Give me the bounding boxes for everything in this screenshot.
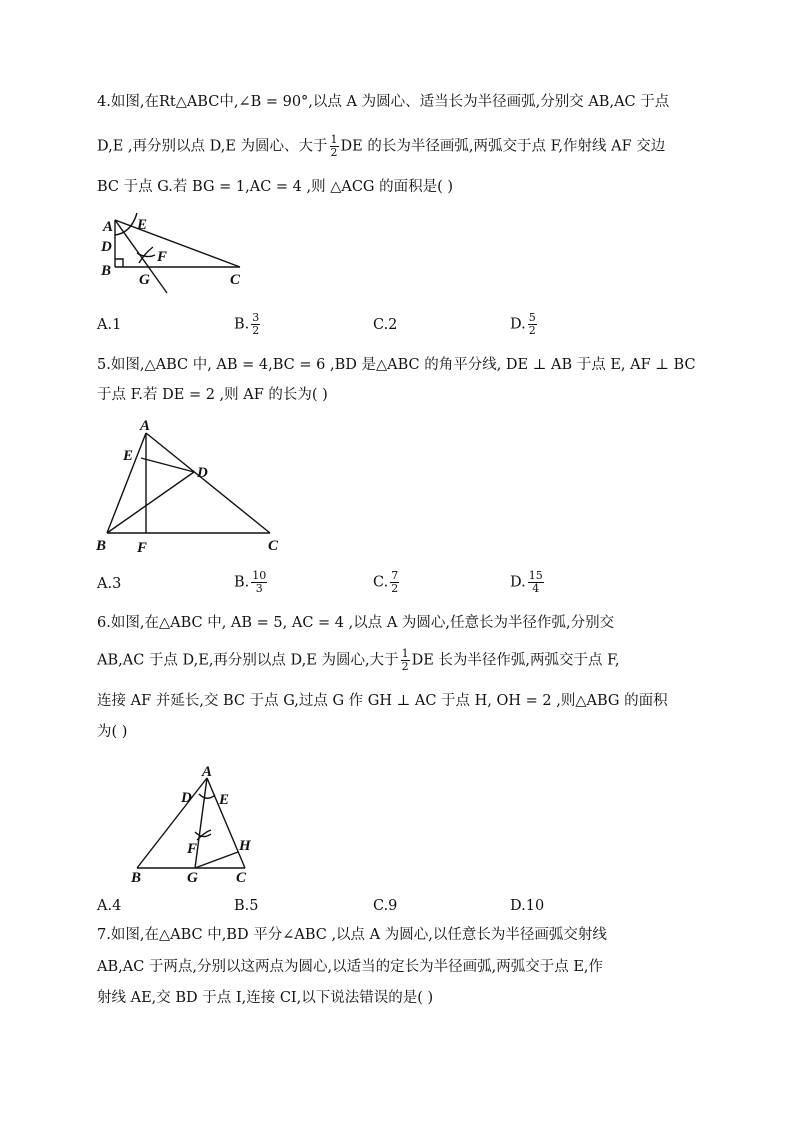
q4-label-g: G: [139, 272, 150, 288]
q5-label-e: E: [123, 448, 134, 464]
q5-label-c: C: [268, 538, 279, 554]
q5-figure: [90, 415, 300, 560]
q4-option-a: A.1: [97, 317, 122, 333]
q6-line-2-end: DE 长为半径作弧,两弧交于点 F,: [411, 652, 620, 669]
q4-figure: [95, 205, 255, 295]
q6-label-g: G: [187, 870, 198, 885]
q6-option-c: C.9: [373, 898, 398, 914]
q4-option-d-prefix: D.: [510, 316, 526, 333]
q4-label-f: F: [157, 249, 168, 265]
q5-line-2: 于点 F.若 DE = 2 ,则 AF 的长为( ): [97, 387, 328, 403]
q6-fraction-num: 1: [401, 647, 409, 660]
q4-option-d-num: 5: [528, 311, 536, 324]
q4-segment-ac: [115, 220, 240, 267]
q5-segment-ac: [146, 433, 270, 533]
q4-label-c: C: [230, 272, 241, 288]
q4-option-b-prefix: B.: [234, 316, 250, 333]
q6-line-4: 为( ): [97, 724, 128, 740]
q4-option-b-den: 2: [252, 324, 260, 337]
q4-label-e: E: [137, 217, 148, 233]
q4-option-b-num: 3: [252, 311, 260, 324]
q6-arc-de: [199, 794, 215, 798]
q6-label-b: B: [131, 870, 142, 885]
q6-label-c: C: [236, 870, 247, 885]
q6-option-d: D.10: [510, 898, 545, 914]
q5-option-b: [234, 570, 269, 595]
q7-line-1: 7.如图,在△ABC 中,BD 平分∠ABC ,以点 A 为圆心,以任意长为半径画弧交射线: [97, 927, 607, 943]
q4-label-d: D: [101, 239, 112, 255]
q4-option-b-fraction: [251, 312, 260, 337]
q5-line-1: 5.如图,△ABC 中, AB = 4,BC = 6 ,BD 是△ABC 的角平分线, DE ⊥ AB 于点 E, AF ⊥ BC: [97, 357, 696, 373]
q6-segment-gh: [195, 852, 238, 868]
q5-option-c-fraction: [390, 570, 399, 595]
q6-label-a: A: [202, 764, 213, 780]
q6-label-f: F: [187, 841, 198, 857]
q5-label-d: D: [197, 465, 208, 481]
q5-option-b-num: 10: [252, 569, 267, 582]
q5-option-c-prefix: C.: [373, 574, 389, 591]
q4-option-c: C.2: [373, 317, 398, 333]
q4-line-2-start: D,E ,再分别以点 D,E 为圆心、大于: [97, 138, 328, 155]
q6-option-a: A.4: [97, 898, 122, 914]
q7-line-3: 射线 AE,交 BD 于点 I,连接 CI,以下说法错误的是( ): [97, 990, 434, 1006]
q5-option-d-num: 15: [528, 569, 543, 582]
q5-option-b-fraction: [251, 570, 267, 595]
q6-label-e: E: [219, 792, 230, 808]
q5-option-b-prefix: B.: [234, 574, 250, 591]
q5-label-a: A: [140, 418, 151, 434]
q5-segment-bd: [107, 472, 194, 533]
q5-label-b: B: [96, 538, 107, 554]
q4-option-d-den: 2: [528, 324, 536, 337]
q4-label-b: B: [101, 263, 112, 279]
q4-fraction-den: 2: [330, 146, 338, 159]
q4-label-a: A: [103, 219, 114, 235]
q6-label-d: D: [181, 790, 192, 806]
q4-line-1: 4.如图,在Rt△ABC中,∠B = 90°,以点 A 为圆心、适当长为半径画弧,分别交 AB,AC 于点: [97, 94, 670, 110]
q4-right-angle-mark: [115, 259, 123, 267]
q4-option-b: [234, 312, 262, 337]
q6-option-b: B.5: [234, 898, 259, 914]
q6-figure: [125, 760, 265, 885]
q6-line-1: 6.如图,在△ABC 中, AB = 5, AC = 4 ,以点 A 为圆心,任意长为半径作弧,分别交: [97, 615, 615, 631]
q7-line-2: AB,AC 于两点,分别以这两点为圆心,以适当的定长为半径画弧,两弧交于点 E,作: [97, 959, 604, 975]
q5-option-b-den: 3: [255, 582, 263, 595]
q5-option-d-den: 4: [532, 582, 540, 595]
q6-fraction-half: [401, 648, 410, 673]
q5-option-c: [373, 570, 401, 595]
q5-label-f: F: [137, 540, 148, 556]
q6-label-h: H: [239, 838, 251, 854]
q5-option-c-num: 7: [391, 569, 399, 582]
q4-line-2-end: DE 的长为半径画弧,两弧交于点 F,作射线 AF 交边: [340, 138, 666, 155]
q4-line-2: [97, 134, 665, 159]
q4-option-d-fraction: [528, 312, 537, 337]
q5-option-d: [510, 570, 546, 595]
q5-option-a: A.3: [97, 576, 122, 592]
q4-fraction-half: [330, 134, 339, 159]
q4-line-3: BC 于点 G.若 BG = 1,AC = 4 ,则 △ACG 的面积是( ): [97, 179, 454, 195]
q6-fraction-den: 2: [401, 660, 409, 673]
q6-line-3: 连接 AF 并延长,交 BC 于点 G,过点 G 作 GH ⊥ AC 于点 H, OH = 2 ,则△ABG 的面积: [97, 693, 668, 709]
q4-option-d: [510, 312, 539, 337]
q5-option-d-fraction: [528, 570, 544, 595]
q6-line-2: [97, 648, 620, 673]
q4-fraction-num: 1: [330, 133, 338, 146]
q5-option-c-den: 2: [391, 582, 399, 595]
q6-line-2-start: AB,AC 于点 D,E,再分别以点 D,E 为圆心,大于: [97, 652, 399, 669]
q5-option-d-prefix: D.: [510, 574, 526, 591]
